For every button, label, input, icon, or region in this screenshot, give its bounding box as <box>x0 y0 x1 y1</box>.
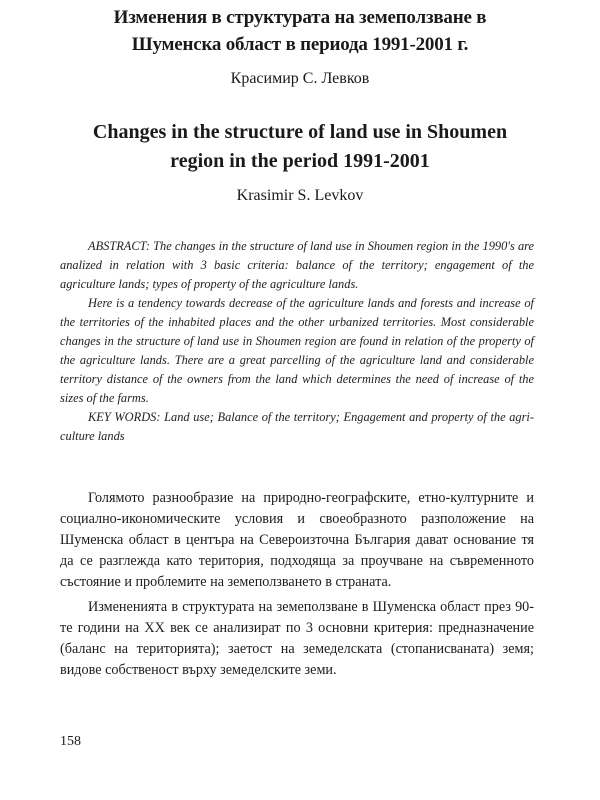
abstract-paragraph: ABSTRACT: The changes in the structure of land use in Shoumen region in the 1990's are analized in relation with 3 basic criteria: balance of the territory; engagement of the agriculture lands; types of property of the agriculture lands. <box>60 239 534 291</box>
keywords-paragraph: KEY WORDS: Land use; Balance of the territory; Engagement and property of the agri-culture lands <box>60 410 534 443</box>
abstract-block <box>60 237 534 446</box>
bulgarian-author: Красимир С. Левков <box>230 70 370 87</box>
page-number: 158 <box>60 734 81 749</box>
body-text <box>60 488 534 685</box>
abstract-paragraph: Here is a tendency towards decrease of the agriculture lands and forests and increase of the territories of the inhabited places and the other urbanized territories. Most considerable changes in the structure of land use in Shoumen region are found in relation of the property of the agriculture lands. There are a great parcelling of the agriculture land and considerable territory distance of the owners from the land which determines the need of increase of the sizes of the farms. <box>60 296 534 405</box>
bulgarian-title: Изменения в структурата на земеползване в Шуменска област в периода 1991-2001 г. <box>113 7 487 55</box>
body-paragraph: Голямото разнообразие на природно-географските, етно-културните и социално-икономическите условия и своеобразното разположение на Шуменска област в центъра на Североизточна България дават основание тя да се разглежда като територия, подходяща за проучване на съвременното състояние и проблемите на земеползването в страната. <box>60 490 534 590</box>
english-author: Krasimir S. Levkov <box>236 187 364 204</box>
english-title: Changes in the structure of land use in Shoumen region in the period 1991-2001 <box>92 121 508 172</box>
body-paragraph: Измененията в структурата на земеползване в Шуменска област през 90-те години на XX век се анализират по 3 основни критерия: предназначение (баланс на територията); заетост на земеделската (стопанисваната) земя; видове собственост върху земеделските земи. <box>60 599 534 678</box>
